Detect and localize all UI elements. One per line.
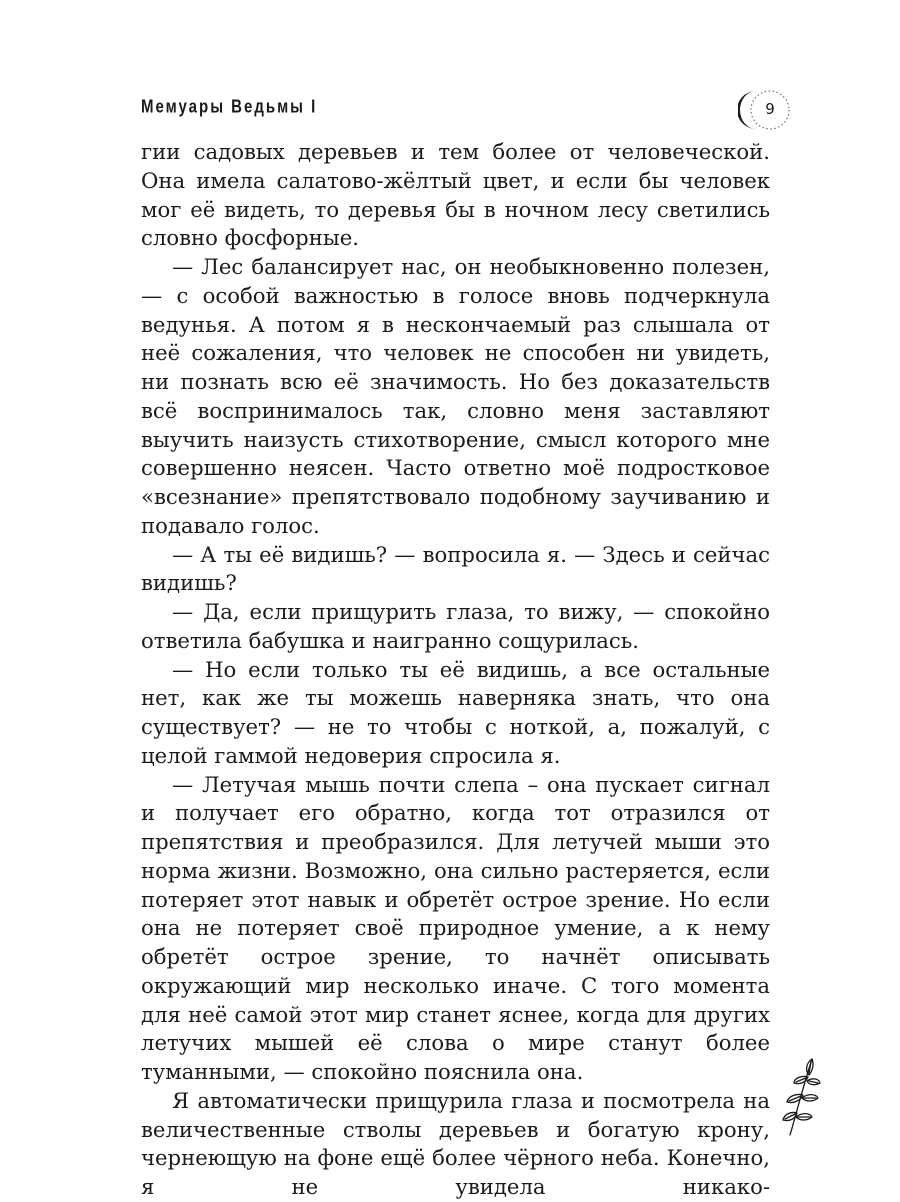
paragraph: — А ты её видишь? — вопросила я. — Здесь и сейчас видишь? (141, 541, 770, 596)
paragraph: — Летучая мышь почти слепа – она пускает сигнал и получает его обратно, когда тот отразился от препятствия и преобразился. Для летучей мыши это норма жизни. Возможно, она сильно растеряется, если потеряет этот навык и обретёт острое зрение. Но если она не потеряет своё природное умение, а к нему обретёт острое зрение, то начнёт описывать окружающий мир несколько иначе. С того момента для неё самой этот мир станет яснее, когда для других летучих мышей её слова о мире станут более туманными, — спокойно пояснила она. (141, 771, 770, 1084)
paragraph: гии садовых деревьев и тем более от человеческой. Она имела салатово-жёлтый цвет, и если бы человек мог её видеть, то деревья бы в ночном лесу светились словно фосфорные. (141, 139, 770, 251)
paragraph: Я автоматически прищурила глаза и посмотрела на величественные стволы деревьев и богатую крону, чернеющую на фоне ещё более чёрного неба. Конечно, я не увидела никако- (141, 1087, 770, 1199)
paragraph: — Лес балансирует нас, он необыкновенно полезен, — с особой важностью в голосе вновь подчеркнула ведунья. А потом я в нескончаемый раз слышала от неё сожаления, что человек не способен ни увидеть, ни познать всю её значимость. Но без доказательств всё воспринималось так, словно меня заставляют выучить наизусть стихотворение, смысл которого мне совершенно неясен. Часто ответно моё подростковое «всезнание» препятствовало подобному заучиванию и подавало голос. (141, 254, 770, 538)
leaf-branch-icon (782, 1055, 822, 1137)
body-text (141, 138, 770, 1202)
page-number: 9 (765, 100, 775, 118)
paragraph: — Да, если прищурить глаза, то вижу, — спокойно ответила бабушка и наигранно сощурилась. (141, 599, 770, 653)
paragraph: — Но если только ты её видишь, а все остальные нет, как же ты можешь наверняка знать, что она существует? — не то чтобы с ноткой, а, пожалуй, с целой гаммой недоверия спросила я. (141, 656, 770, 768)
page-number-badge (738, 85, 796, 135)
running-header-book-title: Мемуары Ведьмы I (141, 96, 318, 118)
